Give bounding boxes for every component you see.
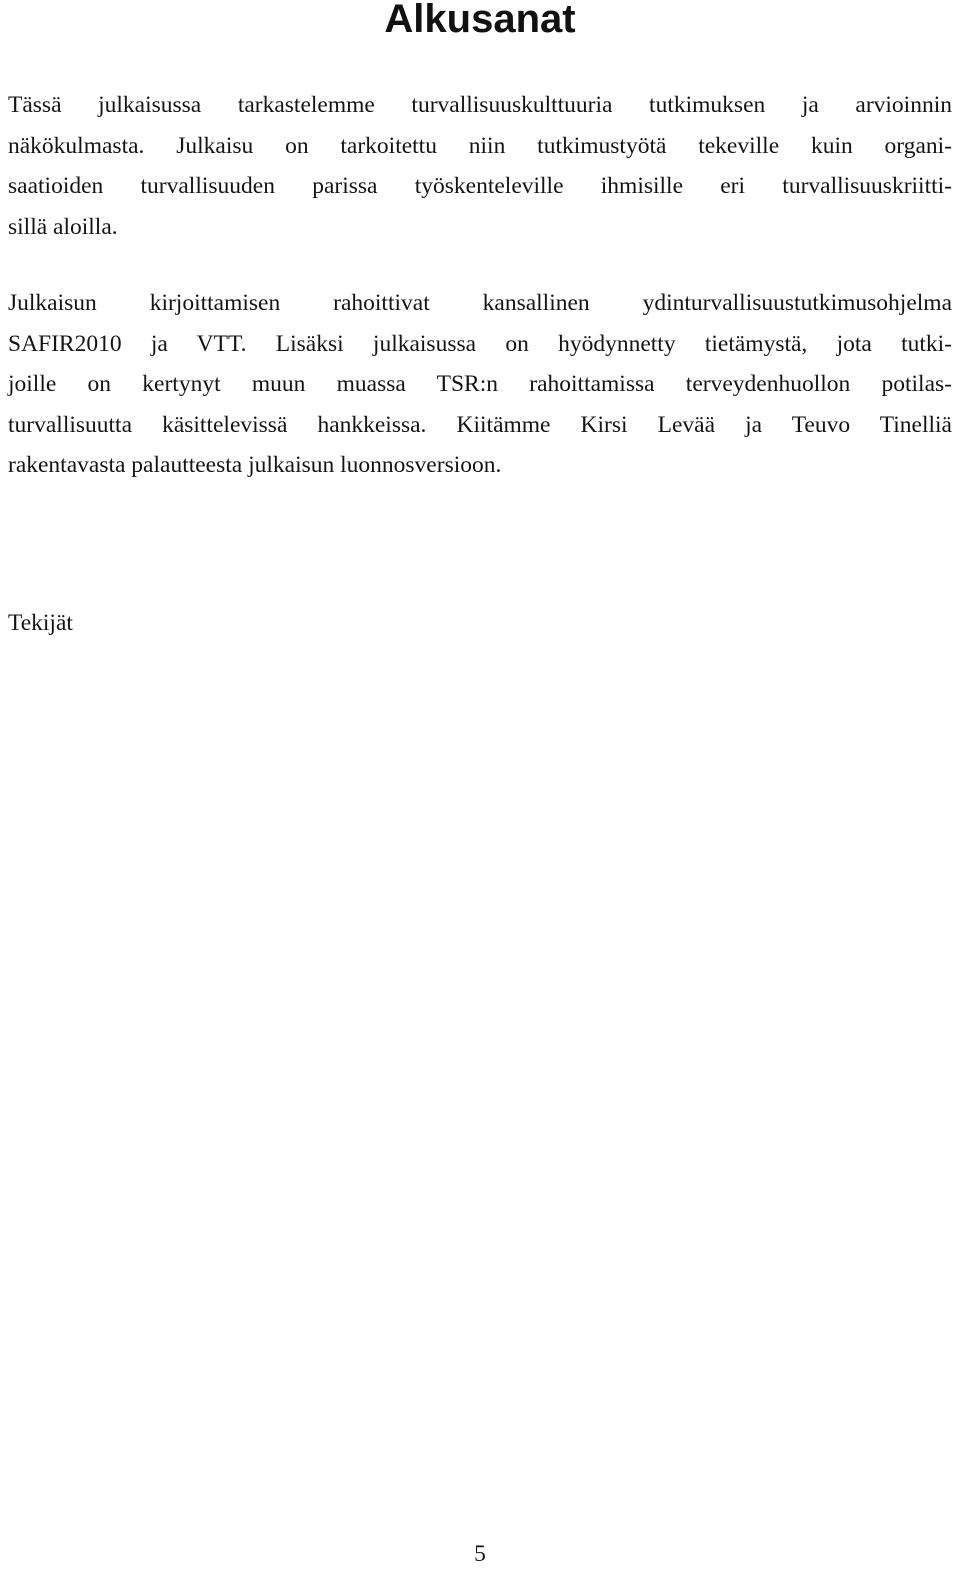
paragraph-line: näkökulmasta. Julkaisu on tarkoitettu niin tutkimustyötä tekeville kuin organi-	[8, 132, 952, 159]
paragraph-line: saatioiden turvallisuuden parissa työskenteleville ihmisille eri turvallisuuskriitti-	[8, 173, 952, 199]
paragraph-line: turvallisuutta käsittelevissä hankkeissa. Kiitämme Kirsi Levää ja Teuvo Tinelliä	[8, 411, 952, 438]
paragraph-intro	[8, 85, 952, 247]
paragraph-line: joille on kertynyt muun muassa TSR:n rahoittamissa terveydenhuollon potilas-	[8, 371, 952, 397]
paragraph-line: Tässä julkaisussa tarkastelemme turvallisuuskulttuuria tutkimuksen ja arvioinnin	[8, 92, 952, 118]
signature: Tekijät	[8, 610, 73, 636]
page-number: 5	[474, 1541, 486, 1567]
paragraph-line: Julkaisun kirjoittamisen rahoittivat kansallinen ydinturvallisuustutkimusohjelma	[8, 290, 952, 316]
paragraph-line: SAFIR2010 ja VTT. Lisäksi julkaisussa on hyödynnetty tietämystä, jota tutki-	[8, 330, 952, 357]
paragraph-funding	[8, 283, 952, 486]
page-title: Alkusanat	[384, 0, 576, 41]
paragraph-line: sillä aloilla.	[8, 213, 118, 240]
paragraph-line: rakentavasta palautteesta julkaisun luonnosversioon.	[8, 452, 502, 478]
